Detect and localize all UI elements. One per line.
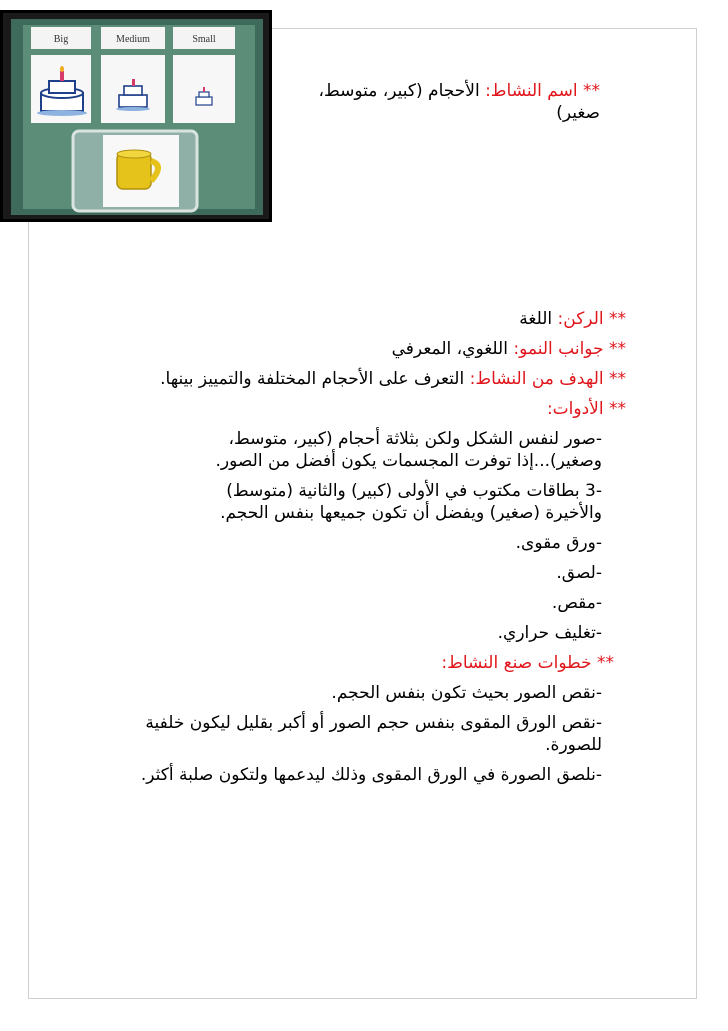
goal-line xyxy=(140,368,626,390)
steps-heading: ** خطوات صنع النشاط: xyxy=(441,653,614,673)
tool-item: -مقص. xyxy=(551,593,602,613)
pillar-value: اللغة xyxy=(519,309,558,329)
step-item: -نلصق الصورة في الورق المقوى وذلك ليدعمها ولتكون صلبة أكثر. xyxy=(140,765,602,785)
document-body xyxy=(140,308,626,794)
goal-value: التعرف على الأحجام المختلفة والتمييز بينها. xyxy=(160,369,470,389)
activity-photo-drawing xyxy=(3,13,269,219)
pillar-line xyxy=(140,308,626,330)
development-label: ** جوانب النمو: xyxy=(513,339,626,359)
card-label-big: Big xyxy=(53,34,69,45)
step-item: -نقص الورق المقوى بنفس حجم الصور أو أكبر بقليل ليكون خلفية للصورة. xyxy=(145,713,602,755)
tools-list xyxy=(140,428,626,644)
step-item: -نقص الصور بحيث تكون بنفس الحجم. xyxy=(331,683,602,703)
card-label-medium: Medium xyxy=(116,34,150,45)
activity-name-label: ** اسم النشاط: xyxy=(485,81,600,101)
goal-label: ** الهدف من النشاط: xyxy=(469,369,626,389)
card-label-small: Small xyxy=(192,34,216,45)
activity-photo xyxy=(0,10,272,222)
steps-list xyxy=(140,682,626,786)
pillar-label: ** الركن: xyxy=(557,309,626,329)
tools-heading: ** الأدوات: xyxy=(546,399,626,419)
tool-item: -ورق مقوى. xyxy=(515,533,602,553)
tool-item: -صور لنفس الشكل ولكن بثلاثة أحجام (كبير، متوسط، وصغير)...إذا توفرت المجسمات يكون أفضل من الصور. xyxy=(215,429,602,471)
development-line xyxy=(140,338,626,360)
tool-item: -تغليف حراري. xyxy=(497,623,602,643)
tool-item: -3 بطاقات مكتوب في الأولى (كبير) والثانية (متوسط) والأخيرة (صغير) ويفضل أن تكون جميعها بنفس الحجم. xyxy=(220,481,602,523)
activity-name xyxy=(300,80,600,124)
tool-item: -لصق. xyxy=(556,563,602,583)
development-value: اللغوي، المعرفي xyxy=(391,339,514,359)
activity-name-value: الأحجام (كبير، متوسط، صغير) xyxy=(318,81,600,123)
